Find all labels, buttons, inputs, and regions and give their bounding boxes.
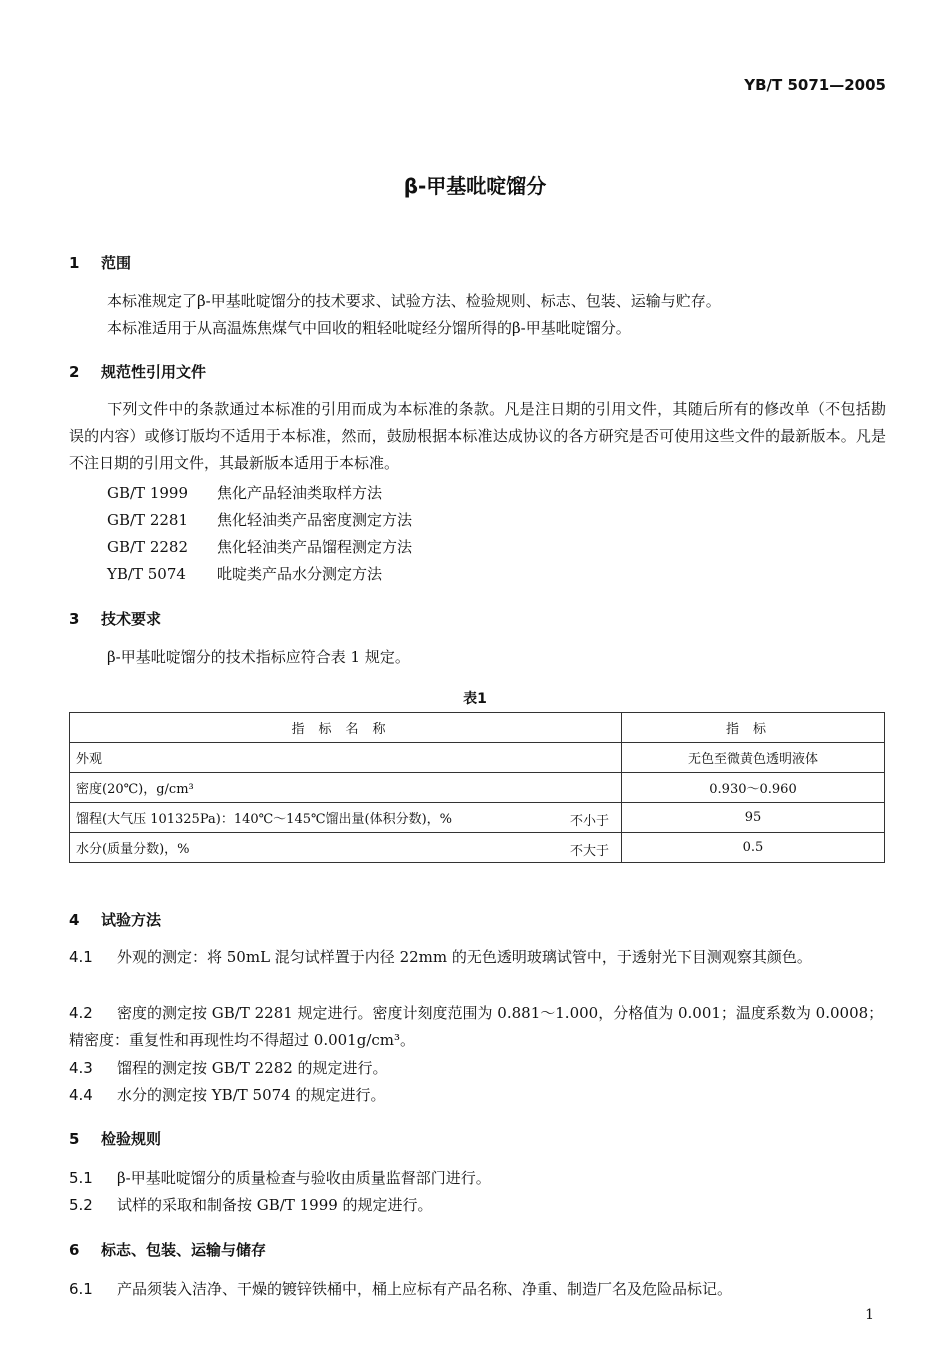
indicator-name xyxy=(70,773,622,803)
table-row xyxy=(70,803,885,833)
table-header-row xyxy=(70,713,885,743)
table-row xyxy=(70,743,885,773)
reference-name: 焦化产品轻油类取样方法 xyxy=(217,484,383,502)
section-1-heading xyxy=(69,252,131,273)
indicator-name xyxy=(70,833,622,863)
reference-item xyxy=(107,480,382,507)
clause xyxy=(69,1165,886,1192)
indicator-value: 无色至微黄色透明液体 xyxy=(622,743,885,773)
clause xyxy=(69,1192,886,1219)
clause-text: 外观的测定：将 50mL 混匀试样置于内径 22mm 的无色透明玻璃试管中，于透射光下目测观察其颜色。 xyxy=(117,948,812,966)
section-number: 6 xyxy=(69,1241,80,1259)
clause-text: 水分的测定按 YB/T 5074 的规定进行。 xyxy=(117,1086,386,1104)
table-caption: 表1 xyxy=(463,691,487,707)
reference-name: 焦化轻油类产品密度测定方法 xyxy=(217,511,413,529)
indicator-text: 密度(20℃)，g/cm³ xyxy=(76,782,194,797)
indicator-value: 0.5 xyxy=(622,833,885,863)
paragraph: β-甲基吡啶馏分的技术指标应符合表 1 规定。 xyxy=(107,648,410,666)
reference-item xyxy=(107,534,412,561)
column-header: 指标名称 xyxy=(70,713,622,743)
indicator-text: 水分(质量分数)，% xyxy=(76,842,190,857)
section-4-heading xyxy=(69,909,161,930)
page-number: 1 xyxy=(865,1307,874,1323)
section-title: 检验规则 xyxy=(101,1130,162,1148)
reference-name: 焦化轻油类产品馏程测定方法 xyxy=(217,538,413,556)
section-title: 范围 xyxy=(101,254,132,272)
reference-code: YB/T 5074 xyxy=(107,565,186,583)
clause-number: 4.2 xyxy=(69,1004,93,1022)
indicator-name xyxy=(70,743,622,773)
standard-number: YB/T 5071—2005 xyxy=(744,76,886,94)
section-title: 规范性引用文件 xyxy=(101,363,207,381)
section-2-heading xyxy=(69,361,206,382)
table-row xyxy=(70,833,885,863)
clause-number: 4.4 xyxy=(69,1086,93,1104)
indicator-value: 95 xyxy=(622,803,885,833)
section-number: 5 xyxy=(69,1130,80,1148)
clause-number: 4.1 xyxy=(69,948,93,966)
section-5-heading xyxy=(69,1128,161,1149)
table-row xyxy=(70,773,885,803)
paragraph: 本标准规定了β-甲基吡啶馏分的技术要求、试验方法、检验规则、标志、包装、运输与贮存。 xyxy=(107,292,721,310)
section-title: 技术要求 xyxy=(101,610,162,628)
clause-number: 4.3 xyxy=(69,1059,93,1077)
limit-label: 不小于 xyxy=(569,814,609,829)
clause-number: 6.1 xyxy=(69,1280,93,1298)
clause-text: 产品须装入洁净、干燥的镀锌铁桶中，桶上应标有产品名称、净重、制造厂名及危险品标记。 xyxy=(117,1280,733,1298)
document-title: β-甲基吡啶馏分 xyxy=(403,174,547,198)
reference-name: 吡啶类产品水分测定方法 xyxy=(217,565,383,583)
section-number: 4 xyxy=(69,911,80,929)
paragraph xyxy=(69,396,886,477)
column-header: 指标 xyxy=(622,713,885,743)
reference-code: GB/T 1999 xyxy=(107,484,189,502)
indicator-value: 0.930～0.960 xyxy=(622,773,885,803)
section-6-heading xyxy=(69,1239,266,1260)
clause-text: 试样的采取和制备按 GB/T 1999 的规定进行。 xyxy=(117,1196,433,1214)
reference-item xyxy=(107,507,412,534)
clause xyxy=(69,1000,886,1054)
indicator-name xyxy=(70,803,622,833)
clause xyxy=(69,1276,886,1303)
section-number: 1 xyxy=(69,254,80,272)
reference-code: GB/T 2281 xyxy=(107,511,189,529)
section-3-heading xyxy=(69,608,161,629)
reference-item xyxy=(107,561,382,588)
section-number: 3 xyxy=(69,610,80,628)
section-title: 试验方法 xyxy=(101,911,162,929)
clause-number: 5.1 xyxy=(69,1169,93,1187)
clause-number: 5.2 xyxy=(69,1196,93,1214)
spec-table xyxy=(69,712,885,863)
clause xyxy=(69,944,886,971)
clause xyxy=(69,1055,886,1082)
indicator-text: 外观 xyxy=(76,752,103,767)
clause-text: β-甲基吡啶馏分的质量检查与验收由质量监督部门进行。 xyxy=(117,1169,491,1187)
section-title: 标志、包装、运输与储存 xyxy=(101,1241,267,1259)
section-number: 2 xyxy=(69,363,80,381)
clause-text: 密度的测定按 GB/T 2281 规定进行。密度计刻度范围为 0.881～1.000，分格值为 0.001；温度系数为 0.0008；精密度：重复性和再现性均不得超过 0.001g/cm³。 xyxy=(69,1004,884,1049)
clause xyxy=(69,1082,886,1109)
limit-label: 不大于 xyxy=(569,844,609,859)
indicator-text: 馏程(大气压 101325Pa)：140℃～145℃馏出量(体积分数)，% xyxy=(76,812,453,827)
reference-code: GB/T 2282 xyxy=(107,538,189,556)
clause-text: 馏程的测定按 GB/T 2282 的规定进行。 xyxy=(117,1059,388,1077)
paragraph-text: 下列文件中的条款通过本标准的引用而成为本标准的条款。凡是注日期的引用文件，其随后所有的修改单（不包括勘误的内容）或修订版均不适用于本标准，然而，鼓励根据本标准达成协议的各方研究是否可使用这些文件的最新版本。凡是不注日期的引用文件，其最新版本适用于本标准。 xyxy=(69,400,886,472)
paragraph: 本标准适用于从高温炼焦煤气中回收的粗轻吡啶经分馏所得的β-甲基吡啶馏分。 xyxy=(107,319,631,337)
